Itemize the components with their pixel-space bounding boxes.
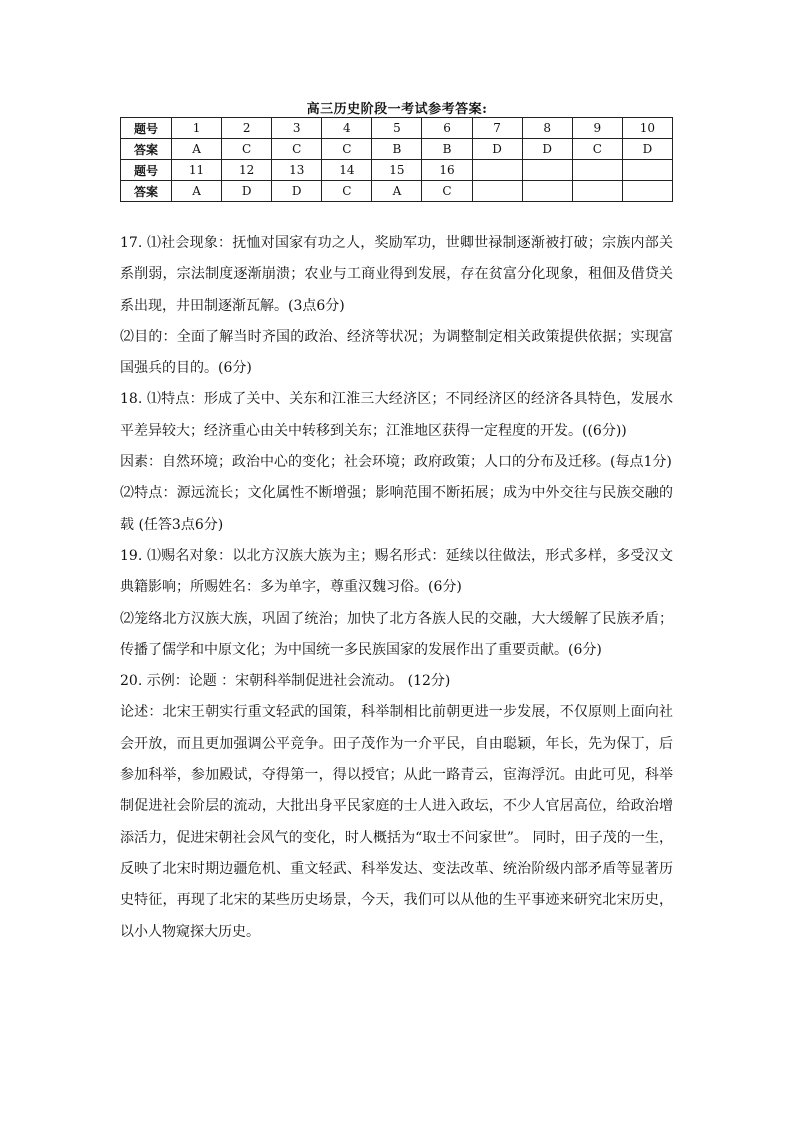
table-cell: C	[272, 139, 322, 160]
table-cell	[572, 181, 622, 202]
table-cell: 15	[372, 160, 422, 181]
table-cell: C	[322, 139, 372, 160]
answer-20-thesis: 20. 示例：论题 ：宋朝科举制促进社会流动。 (12分)	[120, 673, 451, 690]
table-cell: 8	[522, 118, 572, 139]
table-cell: B	[422, 139, 472, 160]
table-cell: D	[272, 181, 322, 202]
table-cell: B	[372, 139, 422, 160]
table-cell: 10	[622, 118, 672, 139]
table-cell: D	[522, 139, 572, 160]
answer-17-1: 17. ⑴社会现象：抚恤对国家有功之人，奖励军功，世卿世禄制逐渐被打破；宗族内部关系削弱，宗法制度逐渐崩溃；农业与工商业得到发展，存在贫富分化现象，租佃及借贷关系出现，井田制逐渐瓦解。(3点6分)	[120, 235, 673, 314]
row-label: 题号	[121, 160, 172, 181]
answer-19-2: ⑵笼络北方汉族大族，巩固了统治；加快了北方各族人民的交融，大大缓解了民族矛盾；传播了儒学和中原文化；为中国统一多民族国家的发展作出了重要贡献。(6分)	[120, 610, 673, 658]
answer-18-factors: 因素：自然环境；政治中心的变化；社会环境；政府政策；人口的分布及迁移。(每点1分)	[120, 454, 672, 471]
table-cell	[522, 181, 572, 202]
table-cell: 14	[322, 160, 372, 181]
table-cell: 7	[472, 118, 522, 139]
row-label: 答案	[121, 181, 172, 202]
table-cell: A	[172, 181, 222, 202]
table-cell: 3	[272, 118, 322, 139]
table-cell: C	[222, 139, 272, 160]
table-cell: 13	[272, 160, 322, 181]
row-label: 题号	[121, 118, 172, 139]
table-cell	[472, 181, 522, 202]
table-cell	[622, 160, 672, 181]
table-cell: 4	[322, 118, 372, 139]
answer-18-2: ⑵特点：源远流长；文化属性不断增强；影响范围不断拓展；成为中外交往与民族交融的载 (任答3点6分)	[120, 485, 673, 533]
table-cell: C	[322, 181, 372, 202]
table-cell	[522, 160, 572, 181]
table-row	[121, 118, 673, 139]
table-cell	[622, 181, 672, 202]
table-cell: A	[372, 181, 422, 202]
table-cell: 12	[222, 160, 272, 181]
table-cell: C	[572, 139, 622, 160]
table-cell: 2	[222, 118, 272, 139]
table-cell	[472, 160, 522, 181]
table-row	[121, 139, 673, 160]
table-cell: 9	[572, 118, 622, 139]
table-cell: 6	[422, 118, 472, 139]
table-cell: A	[172, 139, 222, 160]
table-cell: 11	[172, 160, 222, 181]
answer-19-1: 19. ⑴赐名对象：以北方汉族大族为主；赐名形式：延续以往做法，形式多样，多受汉文典籍影响；所赐姓名：多为单字，尊重汉魏习俗。(6分)	[120, 547, 673, 596]
table-cell: 16	[422, 160, 472, 181]
table-cell: D	[222, 181, 272, 202]
table-cell: D	[622, 139, 672, 160]
page-title: 高三历史阶段一考试参考答案:	[306, 102, 488, 117]
table-cell	[572, 160, 622, 181]
answer-body	[120, 228, 673, 948]
table-cell: 5	[372, 118, 422, 139]
answer-18-1: 18. ⑴特点：形成了关中、关东和江淮三大经济区；不同经济区的经济各具特色，发展水平差异较大；经济重心由关中转移到关东；江淮地区获得一定程度的开发。((6分))	[120, 391, 673, 439]
answer-key-table	[120, 117, 673, 202]
table-cell: 1	[172, 118, 222, 139]
table-cell: C	[422, 181, 472, 202]
answer-17-2: ⑵目的：全面了解当时齐国的政治、经济等状况；为调整制定相关政策提供依据；实现富国强兵的目的。(6分)	[120, 328, 673, 377]
table-row	[121, 160, 673, 181]
table-cell: D	[472, 139, 522, 160]
table-row	[121, 181, 673, 202]
row-label: 答案	[121, 139, 172, 160]
answer-20-argument: 论述：北宋王朝实行重文轻武的国策，科举制相比前朝更进一步发展，不仅原则上面向社会开放，而且更加强调公平竞争。田子茂作为一介平民，自由聪颖，年长，先为保丁，后参加科举，参加殿试，夺得第一，得以授官；从此一路青云，宦海浮沉。由此可见，科举制促进社会阶层的流动，大批出身平民家庭的士人进入政坛，不少人官居高位，给政治增添活力，促进宋朝社会风气的变化，时人概括为“取士不问家世”。 同时，田子茂的一生，反映了北宋时期边疆危机、重文轻武、科举发达、变法改革、统治阶级内部矛盾等显著历史特征，再现了北宋的某些历史场景，今天，我们可以从他的生平事迹来研究北宋历史，以小人物窥探大历史。	[120, 704, 673, 940]
